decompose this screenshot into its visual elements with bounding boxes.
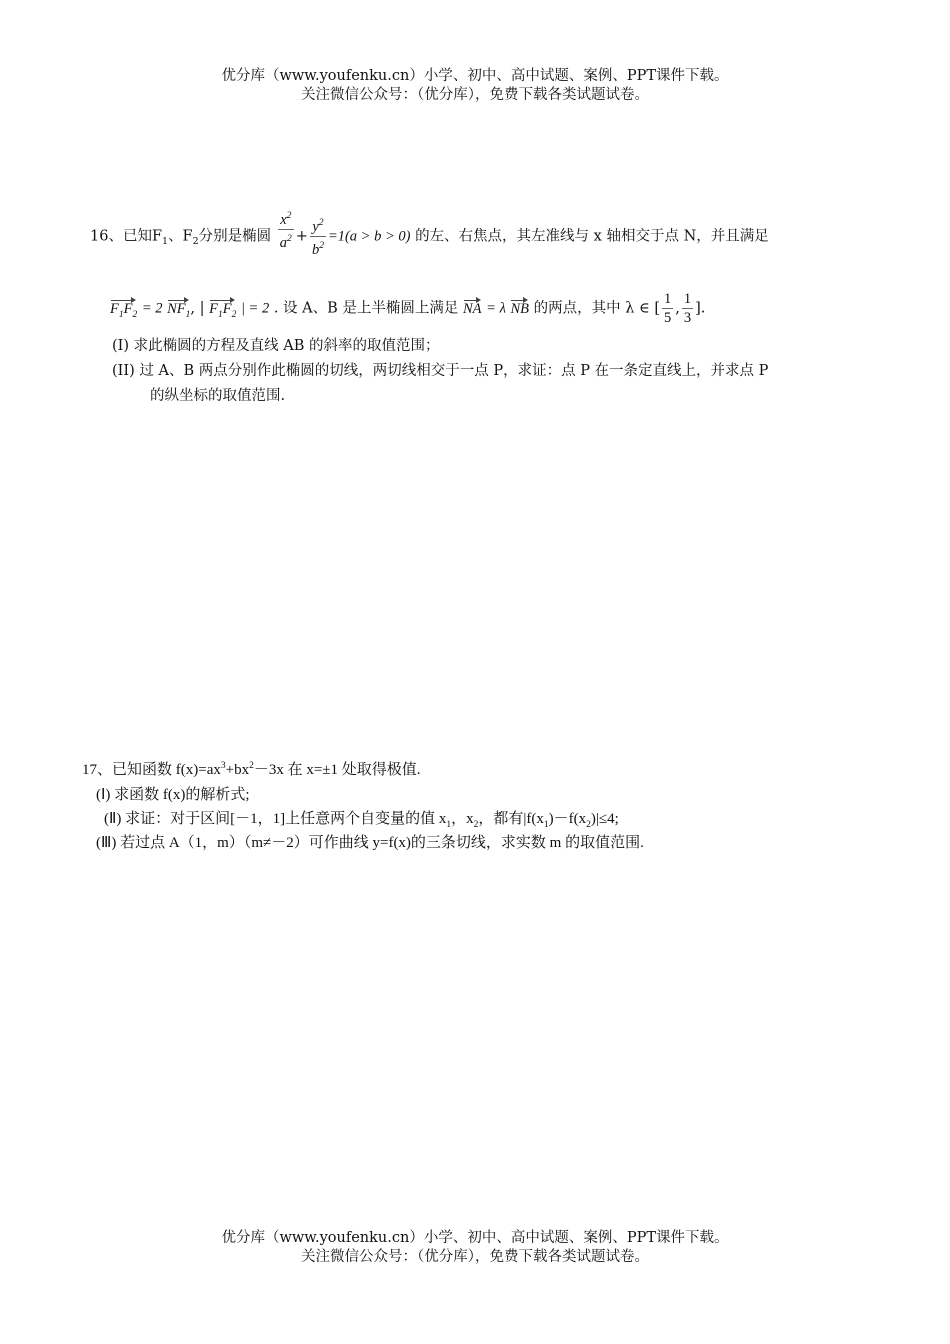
q17-part-2: (Ⅱ) 求证：对于区间[－1，1]上任意两个自变量的值 $x_1$，$x_2$，都有$|f(x_1)-f(x_2)|\le 4$; bbox=[104, 811, 619, 830]
vector-F1F2: $F_1F_2$ bbox=[110, 300, 138, 320]
q16-stem: 16、已知$F_1$、$F_2$分别是椭圆 $\frac{x^2}{a^2}$ + $\frac{y^2}{b^2}$ =1(a > b > 0) 的左、右焦点，其左准线与 x 轴相交于点 N，并且满足 bbox=[90, 214, 769, 259]
vector-NA: NA bbox=[463, 300, 482, 317]
q17-part-1: (Ⅰ) 求函数 f(x)的解析式; bbox=[96, 787, 250, 803]
fraction-1-3: $\frac{1}{3}$ bbox=[683, 291, 692, 326]
fraction-1-5: $\frac{1}{5}$ bbox=[664, 291, 672, 326]
q16-part-1: (I) 求此椭圆的方程及直线 AB 的斜率的取值范围； bbox=[112, 338, 440, 354]
q17-part-3: (Ⅲ) 若过点 A（1，m）（m≠－2）可作曲线 y=f(x)的三条切线，求实数 m 的取值范围. bbox=[96, 835, 644, 851]
header-line-2: 关注微信公众号：（优分库），免费下载各类试题试卷。 bbox=[301, 87, 649, 103]
header-line-1: 优分库（www.youfenku.cn）小学、初中、高中试题、案例、PPT课件下载。 bbox=[221, 68, 729, 84]
q17-stem: 17、已知函数 $f(x)=ax^3+bx^2-3x$ 在 x=±1 处取得极值. bbox=[82, 761, 421, 778]
q16-part-2-line-2: 的纵坐标的取值范围. bbox=[150, 388, 286, 404]
footer-line-2: 关注微信公众号：（优分库），免费下载各类试题试卷。 bbox=[301, 1249, 649, 1265]
ellipse-condition: =1(a > b > 0) bbox=[327, 228, 411, 245]
q16-part-2-line-1: (II) 过 A、B 两点分别作此椭圆的切线，两切线相交于一点 P，求证：点 P 在一条定直线上，并求点 P bbox=[112, 363, 769, 379]
fraction-x2-a2: $\frac{x^2}{a^2}$ bbox=[279, 211, 292, 251]
fraction-y2-b2: $\frac{y^2}{b^2}$ bbox=[311, 218, 324, 258]
vector-NF1: $NF_1$ bbox=[167, 300, 191, 320]
footer-line-1: 优分库（www.youfenku.cn）小学、初中、高中试题、案例、PPT课件下载。 bbox=[221, 1230, 729, 1246]
vector-NB: NB bbox=[510, 300, 529, 317]
q16-vector-condition: $F_1F_2 = 2$ $NF_1$, | $F_1F_2$ | = 2 . 设 A、B 是上半椭圆上满足 NA = λ NB 的两点，其中 λ ∈ [ $\frac{1}{5}$ , $\frac{1}{3}$ ]. bbox=[110, 291, 706, 326]
vector-F1F2-magnitude: $F_1F_2$ bbox=[209, 300, 237, 320]
